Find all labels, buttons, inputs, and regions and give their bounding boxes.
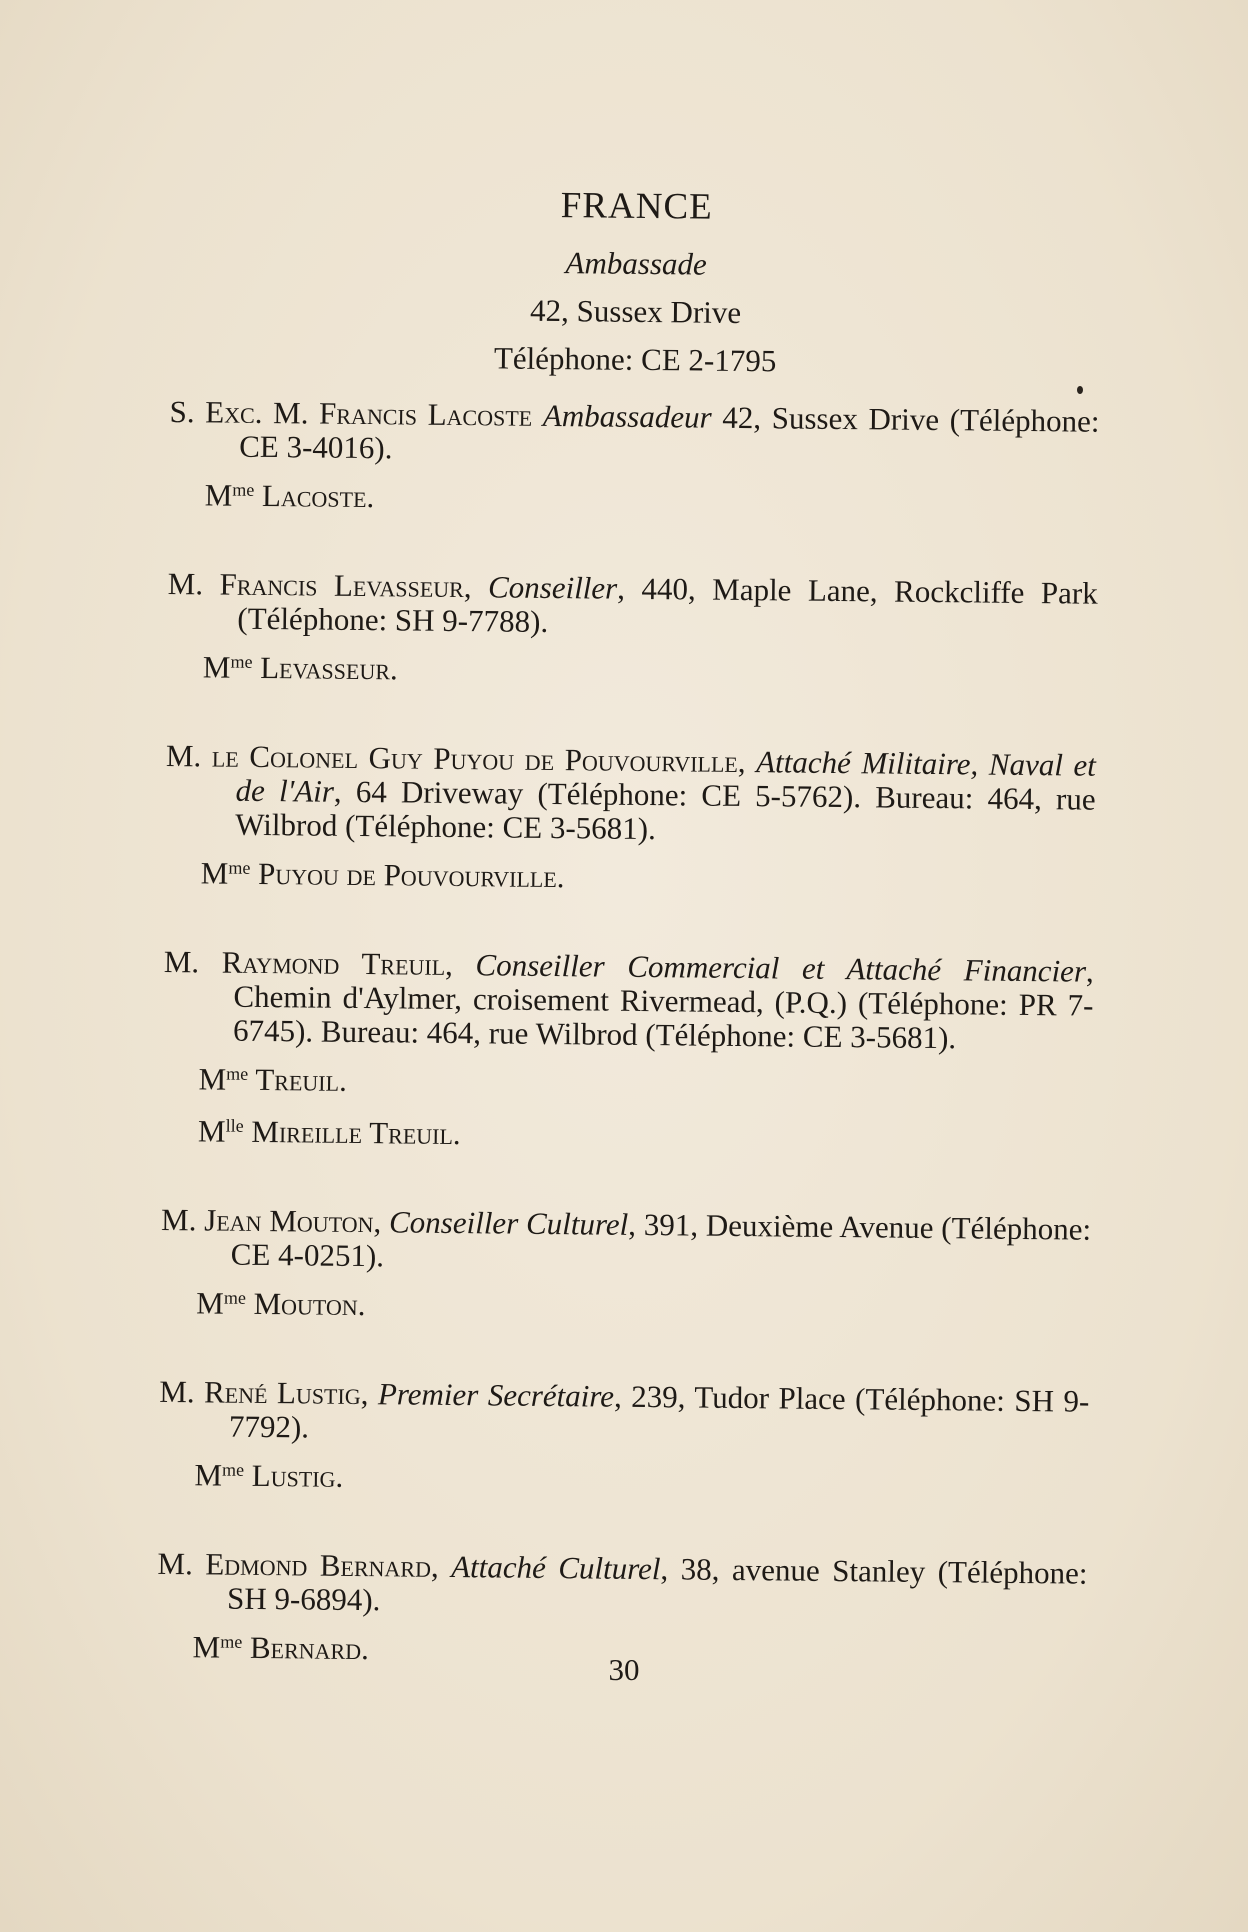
entry-prefix: M. [159,1373,205,1410]
spouse-line [201,847,1095,902]
honorific: M [198,1061,227,1097]
staff-name: Jean Mouton [204,1202,374,1240]
staff-title: Conseiller [487,569,618,606]
spouse-line [203,641,1097,696]
staff-details: , 440, Maple Lane, Rockcliffe Park (Téléphone: SH 9-7788). [237,570,1098,639]
staff-entry-text [157,1547,1088,1625]
entry-prefix: M. [167,565,220,602]
entry-prefix: S. [169,393,206,430]
honorific-suffix: me [220,1631,243,1652]
staff-entry [165,739,1097,903]
staff-details: 42, Sussex Drive (Téléphone: CE 3-4016). [239,399,1100,466]
staff-title: Conseiller Commercial et Attaché Financier [475,947,1087,989]
spouse-name: Levasseur. [252,649,398,687]
separator: , [737,743,757,780]
honorific-suffix: me [232,479,255,500]
honorific: M [192,1629,221,1665]
staff-entry-text [159,1375,1090,1453]
honorific: M [202,649,231,685]
staff-entry-text [169,395,1100,473]
separator: , [444,946,476,983]
staff-title: Ambassadeur [542,397,712,435]
honorific-suffix: me [221,1459,245,1480]
staff-entry [167,567,1098,697]
ink-speck [1077,386,1083,394]
staff-entry-text [167,567,1098,645]
honorific-suffix: me [226,1063,249,1084]
spouse-line [198,1105,1092,1160]
staff-title: Attaché Culturel [451,1549,661,1587]
separator [532,398,543,433]
staff-entry [158,1375,1089,1505]
staff-entry-text [163,945,1094,1057]
staff-details: , 239, Tudor Place (Téléphone: SH 9-7792). [228,1378,1090,1445]
spouse-line [204,469,1098,524]
honorific-suffix: me [223,1287,246,1308]
honorific: M [196,1285,225,1321]
honorific: M [194,1457,223,1493]
staff-name: René Lustig [203,1374,361,1412]
spouse-name: Puyou de Pouvourville. [250,855,565,895]
staff-details: , 38, avenue Stanley (Téléphone: SH 9-6894). [226,1551,1088,1618]
honorific: M [200,855,229,891]
spouse-name: Mouton. [245,1285,366,1323]
separator: , [430,1548,452,1584]
staff-title: Attaché Militaire, Naval et de l'Air [235,744,1097,809]
staff-list [156,395,1099,1677]
honorific-suffix: me [228,857,251,878]
spouse-name: Treuil. [247,1061,347,1098]
staff-title: Conseiller Culturel [388,1204,629,1242]
embassy-telephone: Téléphone: CE 2-1795 [493,340,777,379]
entry-prefix: M. [157,1545,206,1582]
page-number: 30 [608,1652,640,1687]
staff-title: Premier Secrétaire [377,1376,615,1414]
staff-name: Edmond Bernard [205,1546,432,1584]
separator: , [463,569,489,605]
spouse-name: Bernard. [242,1629,370,1667]
honorific: M [197,1113,226,1149]
spouse-name: Lustig. [243,1457,344,1494]
spouse-line [194,1449,1088,1504]
staff-details: , Chemin d'Aylmer, croisement Rivermead, (P.Q.) (Téléphone: PR 7-6745). Bureau: 464, rue Wilbrod (Téléphone: CE 3-5681). [232,953,1094,1056]
separator: , [360,1376,379,1412]
staff-entry [168,395,1099,525]
separator: , [373,1204,390,1240]
entry-prefix: M. [165,737,213,774]
staff-entry [162,945,1094,1161]
entry-prefix: M. [163,943,222,980]
staff-entry-text [165,739,1096,851]
embassy-address: 42, Sussex Drive [529,292,742,330]
spouse-line [198,1053,1092,1108]
staff-name: Francis Levasseur [219,566,464,605]
section-subtitle: Ambassade [565,245,707,282]
staff-details: , 64 Driveway (Téléphone: CE 5-5762). Bureau: 464, rue Wilbrod (Téléphone: CE 3-5681). [235,773,1096,847]
staff-entry [160,1203,1091,1333]
country-heading: FRANCE [560,185,713,228]
entry-prefix: M. [160,1201,205,1238]
spouse-name: Lacoste. [254,477,375,515]
honorific-suffix: lle [225,1115,244,1136]
staff-name: Exc. M. Francis Lacoste [205,394,533,433]
page-content [156,180,1102,1677]
honorific-suffix: me [230,651,253,672]
staff-name: le Colonel Guy Puyou de Pouvourville [211,738,739,779]
honorific: M [204,477,233,513]
staff-name: Raymond Treuil [221,944,446,982]
staff-details: , 391, Deuxième Avenue (Téléphone: CE 4-0251). [230,1206,1092,1274]
spouse-line [196,1277,1090,1332]
spouse-name: Mireille Treuil. [243,1113,461,1152]
staff-entry-text [161,1203,1092,1281]
